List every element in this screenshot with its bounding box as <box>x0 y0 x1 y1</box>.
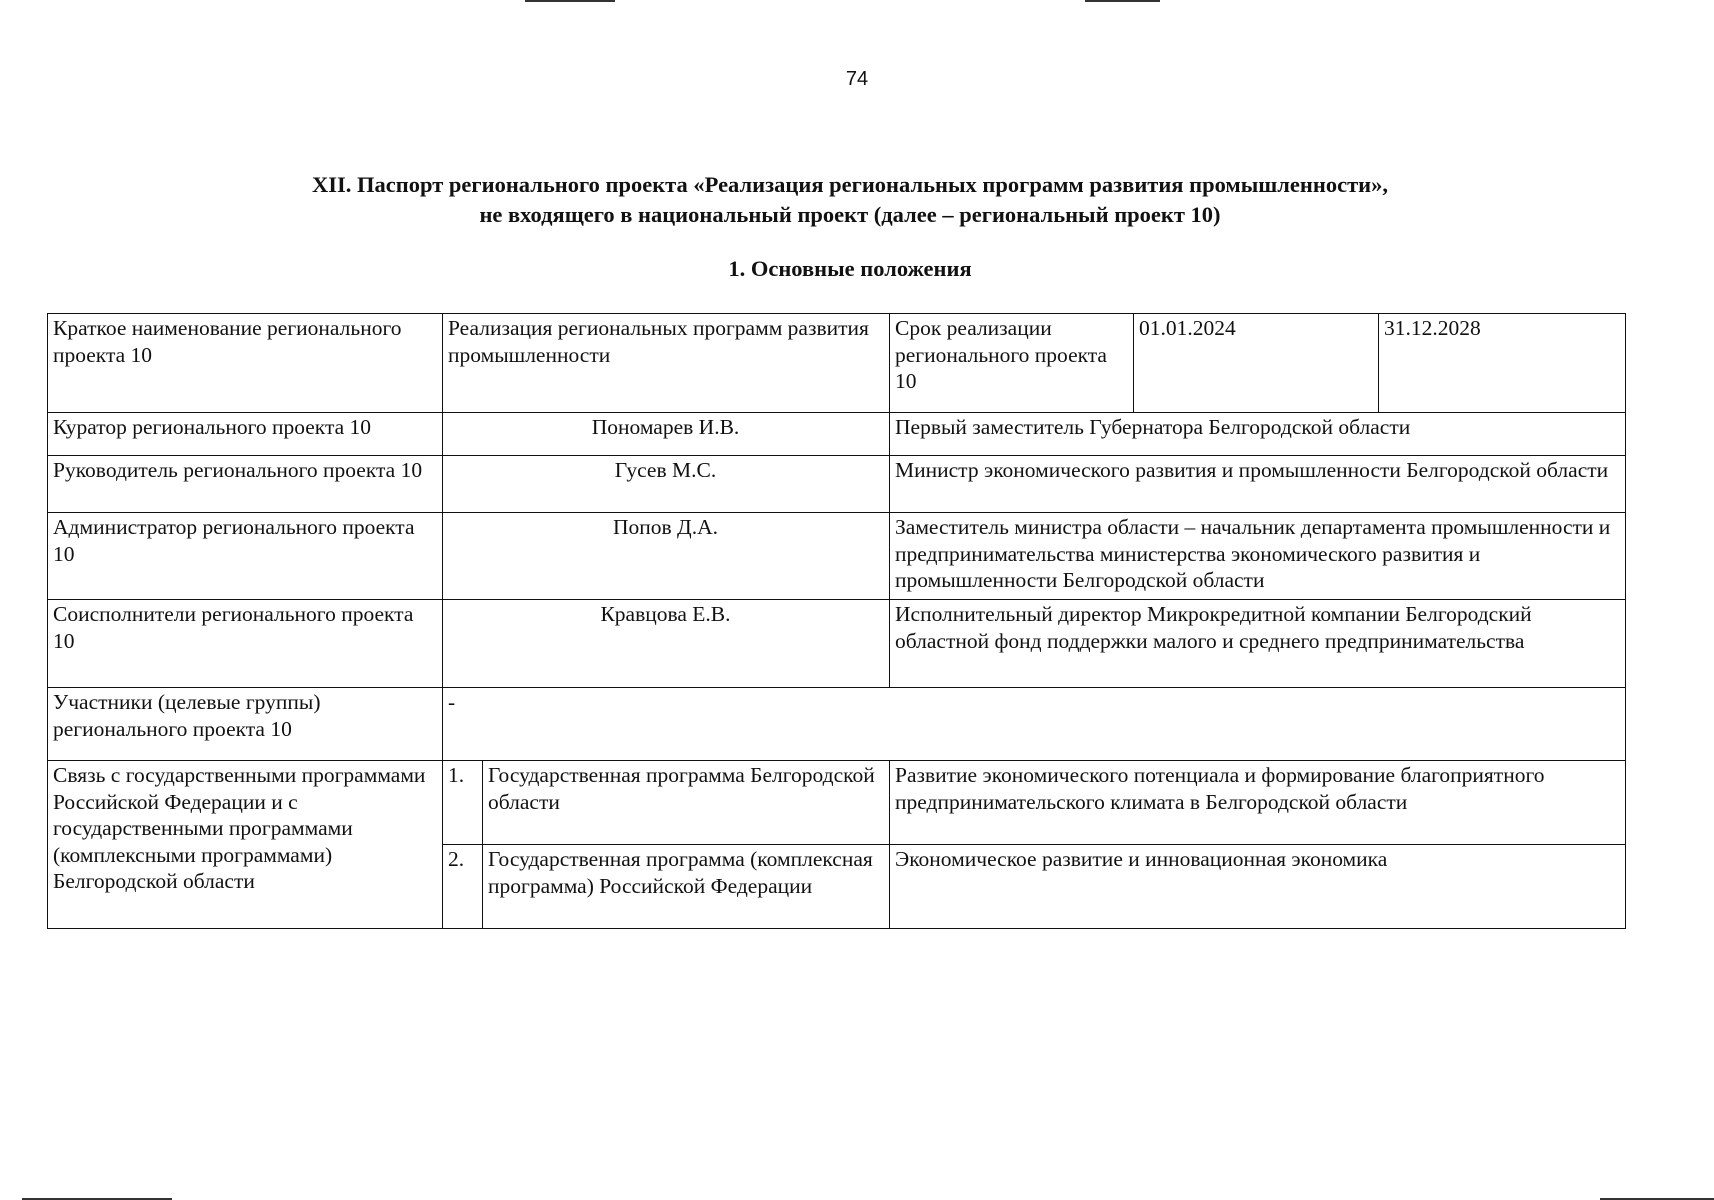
link-program-name: Экономическое развитие и инновационная экономика <box>890 845 1626 929</box>
coexec-name: Кравцова Е.В. <box>443 600 890 688</box>
link-number: 1. <box>443 761 483 845</box>
table-row-link-1 <box>48 761 1626 845</box>
title-line-1: XII. Паспорт регионального проекта «Реализация региональных программ развития промышленности», <box>312 172 1388 197</box>
admin-position: Заместитель министра области – начальник департамента промышленности и предпринимательства министерства экономического развития и промышленности Белгородской области <box>890 513 1626 600</box>
link-program-type: Государственная программа Белгородской области <box>483 761 890 845</box>
link-program-name: Развитие экономического потенциала и формирование благоприятного предпринимательского климата в Белгородской области <box>890 761 1626 845</box>
participants-label: Участники (целевые группы) регионального проекта 10 <box>48 688 443 761</box>
scan-edge-top-right <box>1085 0 1160 2</box>
term-end: 31.12.2028 <box>1379 314 1626 413</box>
participants-value: - <box>443 688 1626 761</box>
page-number: 74 <box>845 68 869 90</box>
table-row-head <box>48 456 1626 513</box>
title-line-2: не входящего в национальный проект (далее – региональный проект 10) <box>479 202 1221 227</box>
term-label: Срок реализации регионального проекта 10 <box>890 314 1134 413</box>
table-row-coexec <box>48 600 1626 688</box>
scan-edge-top-left <box>525 0 615 2</box>
term-start: 01.01.2024 <box>1134 314 1379 413</box>
section-title: 1. Основные положения <box>728 256 972 281</box>
link-program-type: Государственная программа (комплексная программа) Российской Федерации <box>483 845 890 929</box>
head-name: Гусев М.С. <box>443 456 890 513</box>
short-name-value: Реализация региональных программ развития промышленности <box>443 314 890 413</box>
table-row-curator <box>48 413 1626 456</box>
coexec-position: Исполнительный директор Микрокредитной компании Белгородский областной фонд поддержки малого и среднего предпринимательства <box>890 600 1626 688</box>
coexec-label: Соисполнители регионального проекта 10 <box>48 600 443 688</box>
curator-label: Куратор регионального проекта 10 <box>48 413 443 456</box>
curator-position: Первый заместитель Губернатора Белгородской области <box>890 413 1626 456</box>
admin-name: Попов Д.А. <box>443 513 890 600</box>
admin-label: Администратор регионального проекта 10 <box>48 513 443 600</box>
link-number: 2. <box>443 845 483 929</box>
head-position: Министр экономического развития и промышленности Белгородской области <box>890 456 1626 513</box>
links-label: Связь с государственными программами Российской Федерации и с государственными программами (комплексными программами) Белгородской области <box>48 761 443 929</box>
table-row-short-name <box>48 314 1626 413</box>
table-row-admin <box>48 513 1626 600</box>
curator-name: Пономарев И.В. <box>443 413 890 456</box>
head-label: Руководитель регионального проекта 10 <box>48 456 443 513</box>
short-name-label: Краткое наименование регионального проекта 10 <box>48 314 443 413</box>
passport-table <box>47 313 1626 929</box>
table-row-participants <box>48 688 1626 761</box>
document-title <box>60 170 1640 230</box>
